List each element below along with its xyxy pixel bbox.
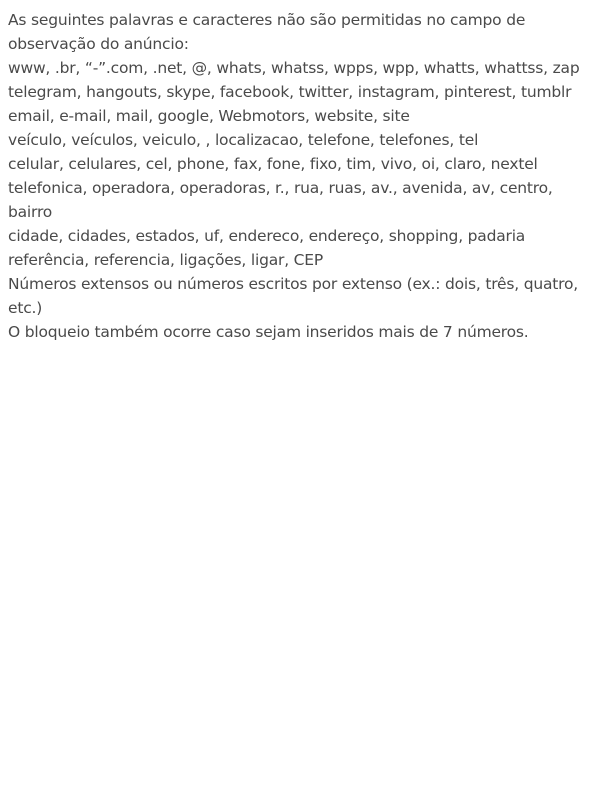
block-rule-text: O bloqueio também ocorre caso sejam inseridos mais de 7 números.	[8, 323, 529, 341]
restricted-words-line: www, .br, “-”.com, .net, @, whats, whatss, wpps, wpp, whatts, whattss, zap	[8, 59, 580, 77]
restricted-words-line: referência, referencia, ligações, ligar, CEP	[8, 251, 324, 269]
restricted-words-notice	[8, 8, 594, 344]
restricted-words-line: telefonica, operadora, operadoras, r., rua, ruas, av., avenida, av, centro, bairro	[8, 179, 553, 221]
restricted-words-line: cidade, cidades, estados, uf, endereco, endereço, shopping, padaria	[8, 227, 526, 245]
notice-intro: As seguintes palavras e caracteres não são permitidas no campo de observação do anúncio:	[8, 11, 526, 53]
numbers-rule-text: Números extensos ou números escritos por extenso (ex.: dois, três, quatro, etc.)	[8, 275, 578, 317]
restricted-words-line: telegram, hangouts, skype, facebook, twitter, instagram, pinterest, tumblr	[8, 83, 572, 101]
restricted-words-line: email, e-mail, mail, google, Webmotors, website, site	[8, 107, 410, 125]
restricted-words-line: veículo, veículos, veiculo, , localizacao, telefone, telefones, tel	[8, 131, 479, 149]
restricted-words-line: celular, celulares, cel, phone, fax, fone, fixo, tim, vivo, oi, claro, nextel	[8, 155, 538, 173]
